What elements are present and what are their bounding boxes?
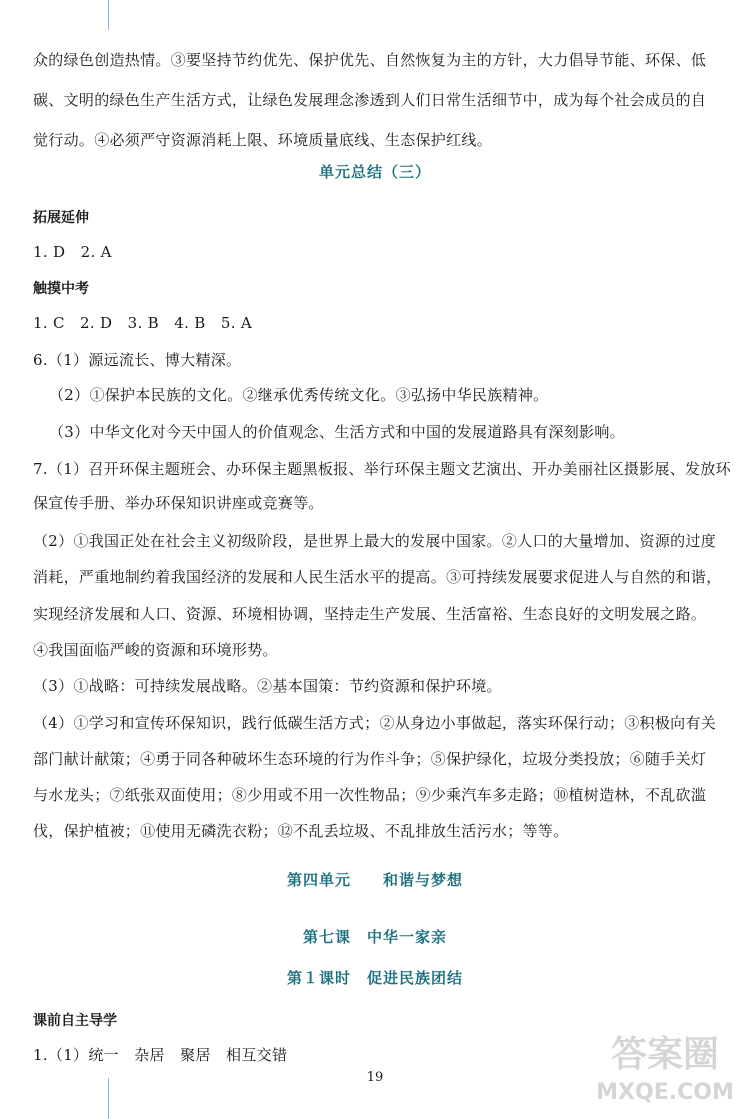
watermark-logo <box>590 1033 740 1113</box>
q7-part2-line: ④我国面临严峻的资源和环境形势。 <box>33 641 278 659</box>
unit-four-title: 第四单元 和谐与梦想 <box>286 871 463 889</box>
binding-line-top <box>108 0 109 30</box>
q7-part4-line: 与水龙头；⑦纸张双面使用；⑧少用或不用一次性物品；⑨少乘汽车多走路；⑩植树造林，不乱砍滥 <box>33 786 707 804</box>
watermark-bottom-text: MXQE.COM <box>596 1080 734 1105</box>
q6-part2: （2）①保护本民族的文化。②继承优秀传统文化。③弘扬中华民族精神。 <box>49 386 549 404</box>
q7-part2-line: 消耗，严重地制约着我国经济的发展和人民生活水平的提高。③可持续发展要求促进人与自然的和谐， <box>33 568 722 586</box>
q7-part3: （3）①战略：可持续发展战略。②基本国策：节约资源和保护环境。 <box>33 677 502 695</box>
q7-part4-line: （4）①学习和宣传环保知识，践行低碳生活方式；②从身边小事做起，落实环保行动；③积极向有关 <box>33 714 717 732</box>
q7-part4-line: 伐，保护植被；⑪使用无磷洗衣粉；⑫不乱丢垃圾、不乱排放生活污水；等等。 <box>33 822 569 840</box>
q7-part1-line: 保宣传手册、举办环保知识讲座或竞赛等。 <box>33 494 324 512</box>
paragraph-line: 碳、文明的绿色生产生活方式，让绿色发展理念渗透到人们日常生活细节中，成为每个社会成员的自 <box>33 91 707 109</box>
exam-answers: 1. C 2. D 3. B 4. B 5. A <box>33 314 252 332</box>
preview-heading: 课前自主导学 <box>33 1013 117 1029</box>
paragraph-line: 觉行动。④必须严守资源消耗上限、环境质量底线、生态保护红线。 <box>33 131 493 149</box>
exam-heading: 触摸中考 <box>33 281 89 297</box>
paragraph-line: 众的绿色创造热情。③要坚持节约优先、保护优先、自然恢复为主的方针，大力倡导节能、环保、低 <box>33 51 707 69</box>
lesson-title: 第七课 中华一家亲 <box>302 928 447 946</box>
q7-part1-line: 7.（1）召开环保主题班会、办环保主题黑板报、举行环保主题文艺演出、开办美丽社区摄影展、发放环 <box>33 460 731 478</box>
page-number: 19 <box>366 1070 384 1085</box>
extend-heading: 拓展延伸 <box>33 210 89 226</box>
preview-answer-line: 1.（1）统一 杂居 聚居 相互交错 <box>33 1046 288 1064</box>
extend-answers: 1. D 2. A <box>33 243 112 261</box>
q7-part4-line: 部门献计献策；④勇于同各种破坏生态环境的行为作斗争；⑤保护绿化，垃圾分类投放；⑥随手关灯 <box>33 750 707 768</box>
q7-part2-line: 实现经济发展和人口、资源、环境相协调，坚持走生产发展、生活富裕、生态良好的文明发展之路。 <box>33 605 707 623</box>
q7-part2-line: （2）①我国正处在社会主义初级阶段，是世界上最大的发展中国家。②人口的大量增加、资源的过度 <box>33 532 717 550</box>
q6-part1: 6.（1）源远流长、博大精深。 <box>33 351 242 369</box>
period-title: 第１课时 促进民族团结 <box>286 969 463 987</box>
q6-part3: （3）中华文化对今天中国人的价值观念、生活方式和中国的发展道路具有深刻影响。 <box>49 423 625 441</box>
unit-summary-title: 单元总结（三） <box>318 163 431 181</box>
watermark-top-text: 答案圈 <box>610 1034 719 1075</box>
